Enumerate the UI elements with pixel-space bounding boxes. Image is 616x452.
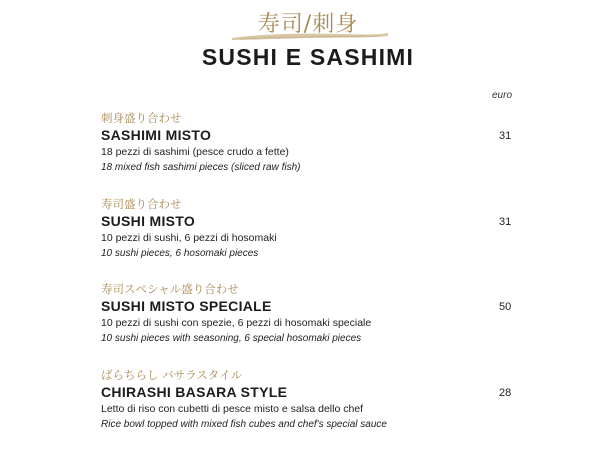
item-description-italian: 18 pezzi di sashimi (pesce crudo a fette) xyxy=(101,145,521,160)
item-price: 50 xyxy=(499,301,511,313)
item-description-italian: Letto di riso con cubetti di pesce misto e salsa dello chef xyxy=(101,402,521,417)
item-name: CHIRASHI BASARA STYLE xyxy=(101,383,521,401)
item-jp-name: 寿司スペシャル盛り合わせ xyxy=(101,281,521,297)
menu-item xyxy=(101,110,521,196)
section-title: SUSHI E SASHIMI xyxy=(0,44,616,70)
menu-item xyxy=(101,281,521,367)
menu-item xyxy=(101,367,521,452)
item-description-italian: 10 pezzi di sushi, 6 pezzi di hosomaki xyxy=(101,231,521,246)
page-header xyxy=(0,8,616,70)
currency-label: euro xyxy=(492,90,512,101)
item-description-english: 18 mixed fish sashimi pieces (sliced raw fish) xyxy=(101,160,521,175)
menu-list xyxy=(101,110,521,452)
item-price: 31 xyxy=(499,130,511,142)
item-jp-name: ばらちらし バサラスタイル xyxy=(101,367,521,383)
item-name: SASHIMI MISTO xyxy=(101,126,521,144)
item-description-italian: 10 pezzi di sushi con spezie, 6 pezzi di hosomaki speciale xyxy=(101,316,521,331)
item-description-english: 10 sushi pieces, 6 hosomaki pieces xyxy=(101,246,521,261)
jp-section-title: 寿司/刺身 xyxy=(258,12,358,37)
item-price: 31 xyxy=(499,216,511,228)
item-price: 28 xyxy=(499,387,511,399)
item-name: SUSHI MISTO xyxy=(101,212,521,230)
item-description-english: 10 sushi pieces with seasoning, 6 special hosomaki pieces xyxy=(101,331,521,346)
menu-item xyxy=(101,196,521,282)
item-name: SUSHI MISTO SPECIALE xyxy=(101,297,521,315)
item-jp-name: 刺身盛り合わせ xyxy=(101,110,521,126)
item-jp-name: 寿司盛り合わせ xyxy=(101,196,521,212)
jp-title-wrap xyxy=(258,8,358,42)
item-description-english: Rice bowl topped with mixed fish cubes and chef's special sauce xyxy=(101,417,521,432)
